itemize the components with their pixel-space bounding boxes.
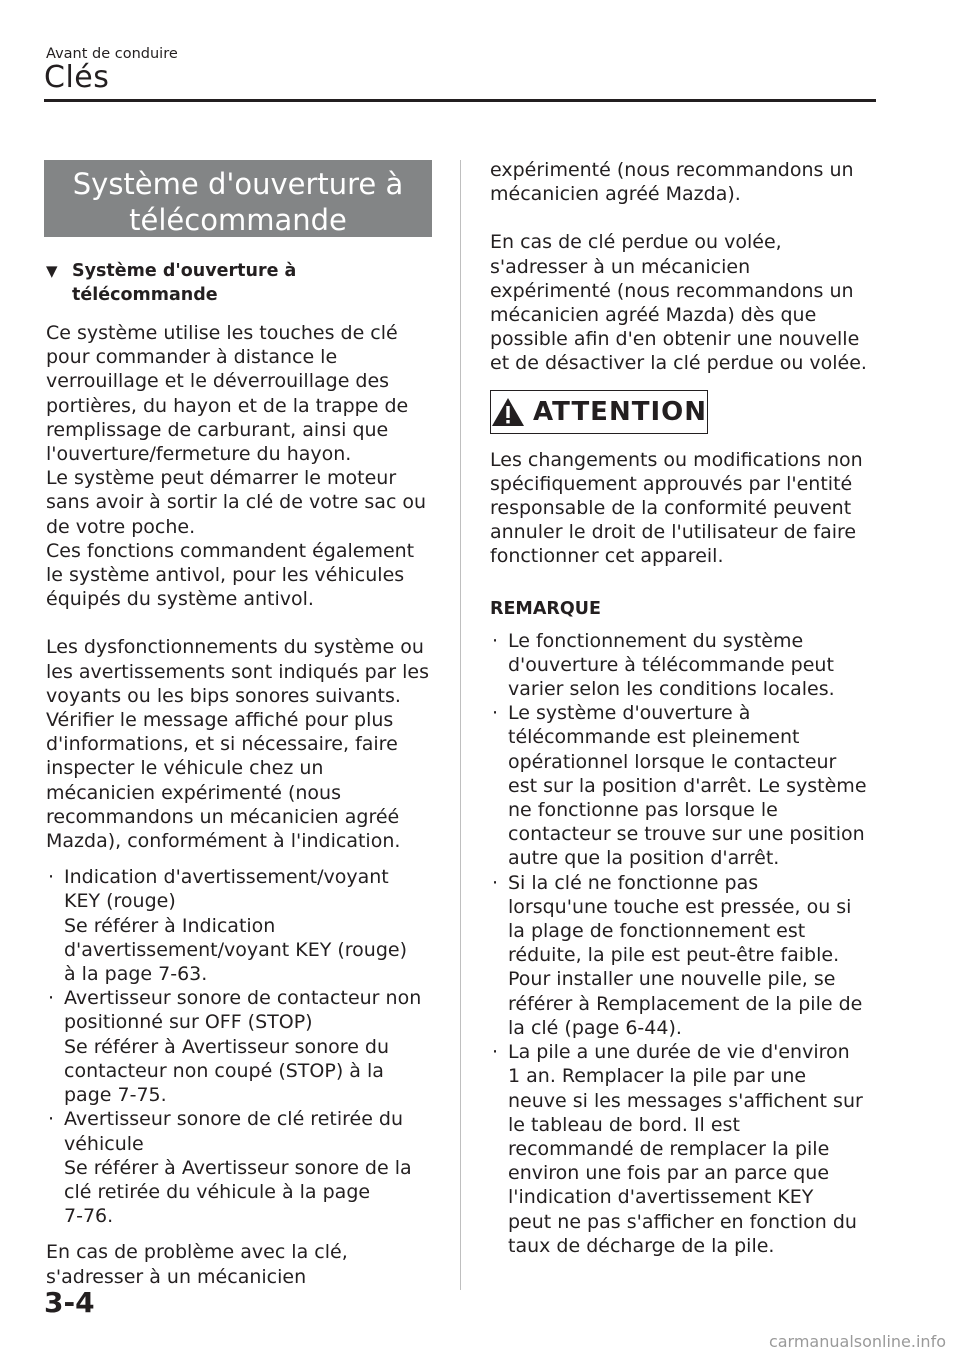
text-line: Pour installer une nouvelle pile, se	[508, 968, 836, 991]
text-line: équipés du système antivol.	[46, 588, 314, 611]
text-line: le tableau de bord. Il est	[508, 1113, 740, 1136]
bullet-dot-icon: ·	[492, 702, 499, 725]
text-line: est sur la position d'arrêt. Le système	[508, 774, 867, 797]
text-line: Vérifier le message affiché pour plus	[46, 709, 394, 732]
text-line: Ces fonctions commandent également	[46, 539, 415, 562]
remarque-list	[490, 629, 880, 1258]
text-line: Se référer à Avertisseur sonore de la	[64, 1156, 412, 1179]
bullet-dot-icon: ·	[48, 987, 55, 1010]
text-line: référer à Remplacement de la pile de	[508, 992, 863, 1015]
list-item	[46, 1107, 434, 1228]
section-banner: Système d'ouverture à télécommande	[44, 160, 432, 237]
list-item	[490, 871, 880, 1040]
subheading-text: Système d'ouverture à télécommande	[72, 261, 297, 305]
text-line: 7-76.	[64, 1205, 114, 1228]
list-item	[46, 986, 434, 1107]
warning-triangle-icon	[491, 397, 525, 427]
text-line: le système antivol, pour les véhicules	[46, 564, 405, 587]
text-line: voyants ou les bips sonores suivants.	[46, 684, 401, 707]
text-line: Avertisseur sonore de contacteur non	[64, 987, 422, 1010]
page-title: Clés	[44, 60, 110, 95]
text-line: mécanicien agréé Mazda).	[490, 183, 741, 206]
lost-key-paragraph-start	[46, 1240, 434, 1288]
text-line: télécommande est pleinement	[508, 726, 800, 749]
text-line: remplissage de carburant, ainsi que	[46, 418, 389, 441]
text-line: Mazda), conformément à l'indication.	[46, 830, 401, 853]
text-line: 1 an. Remplacer la pile par une	[508, 1065, 807, 1088]
column-divider	[460, 160, 461, 1290]
warning-list	[46, 865, 434, 1228]
text-line: Le système peut démarrer le moteur	[46, 467, 397, 490]
bullet-dot-icon: ·	[492, 1041, 499, 1064]
text-line: environ une fois par an parce que	[508, 1162, 830, 1185]
list-item	[490, 701, 880, 870]
list-item	[490, 629, 880, 702]
text-line: d'avertissement/voyant KEY (rouge)	[64, 938, 408, 961]
text-line: portières, du hayon et de la trappe de	[46, 394, 409, 417]
text-line: la clé (page 6-44).	[508, 1016, 682, 1039]
text-line: les avertissements sont indiqués par les	[46, 660, 430, 683]
text-line: opérationnel lorsque le contacteur	[508, 750, 837, 773]
text-line: page 7-75.	[64, 1084, 167, 1107]
bullet-dot-icon: ·	[492, 629, 499, 652]
text-line: recommandé de remplacer la pile	[508, 1137, 830, 1160]
text-line: Le système d'ouverture à	[508, 702, 751, 725]
bullet-dot-icon: ·	[48, 1108, 55, 1131]
text-line: sans avoir à sortir la clé de votre sac ou	[46, 491, 427, 514]
text-line: expérimenté (nous recommandons un	[490, 279, 854, 302]
text-line: Avertisseur sonore de clé retirée du	[64, 1108, 404, 1131]
text-line: taux de décharge de la pile.	[508, 1234, 775, 1257]
running-header-section: Avant de conduire	[46, 46, 178, 62]
text-line: fonctionner cet appareil.	[490, 545, 724, 568]
text-line: Les changements ou modifications non	[490, 448, 863, 471]
text-line: neuve si les messages s'affichent sur	[508, 1089, 863, 1112]
text-line: contacteur se trouve sur une position	[508, 823, 865, 846]
text-line: responsable de la conformité peuvent	[490, 497, 852, 520]
text-line: s'adresser à un mécanicien	[490, 255, 751, 278]
text-line: Indication d'avertissement/voyant	[64, 866, 389, 889]
text-line: contacteur non coupé (STOP) à la	[64, 1059, 384, 1082]
triangle-down-icon: ▼	[46, 262, 58, 280]
text-line: En cas de clé perdue ou volée,	[490, 231, 782, 254]
text-line: peut ne pas s'afficher en fonction du	[508, 1210, 857, 1233]
bullet-dot-icon: ·	[48, 866, 55, 889]
text-line: expérimenté (nous recommandons un	[490, 159, 854, 181]
remarque-heading: REMARQUE	[490, 598, 601, 619]
text-line: recommandons un mécanicien agréé	[46, 805, 400, 828]
text-line: s'adresser à un mécanicien	[46, 1265, 307, 1288]
header-rule	[44, 99, 876, 102]
text-line: à la page 7-63.	[64, 963, 208, 986]
text-line: Le fonctionnement du système	[508, 629, 804, 652]
left-column	[46, 160, 434, 1289]
text-line: KEY (rouge)	[64, 890, 176, 913]
text-line: clé retirée du véhicule à la page	[64, 1180, 371, 1203]
text-line: mécanicien expérimenté (nous	[46, 781, 341, 804]
text-line: possible afin d'en obtenir une nouvelle	[490, 328, 860, 351]
list-item	[490, 1040, 880, 1258]
watermark: carmanualsonline.info	[768, 1332, 946, 1351]
text-line: Se référer à Indication	[64, 914, 276, 937]
subheading	[46, 259, 434, 307]
text-line: mécanicien agréé Mazda) dès que	[490, 304, 817, 327]
text-line: de votre poche.	[46, 515, 196, 538]
text-line: Les dysfonctionnements du système ou	[46, 636, 424, 659]
page-number: 3-4	[44, 1286, 95, 1319]
text-line: lorsqu'une touche est pressée, ou si	[508, 895, 852, 918]
list-item	[46, 865, 434, 986]
text-line: Se référer à Avertisseur sonore du	[64, 1035, 390, 1058]
text-line: l'ouverture/fermeture du hayon.	[46, 443, 352, 466]
text-line: d'ouverture à télécommande peut	[508, 653, 834, 676]
text-line: la plage de fonctionnement est	[508, 920, 806, 943]
text-line: d'informations, et si nécessaire, faire	[46, 733, 398, 756]
text-line: varier selon les conditions locales.	[508, 678, 835, 701]
right-column	[490, 158, 880, 1258]
attention-text	[490, 448, 880, 569]
bullet-dot-icon: ·	[492, 871, 499, 894]
text-line: réduite, la pile est peut-être faible.	[508, 944, 840, 967]
text-line: En cas de problème avec la clé,	[46, 1241, 348, 1264]
attention-label: ATTENTION	[533, 396, 707, 427]
text-line: et de désactiver la clé perdue ou volée.	[490, 352, 867, 375]
malfunction-paragraph	[46, 635, 434, 853]
text-line: ne fonctionne pas lorsque le	[508, 799, 778, 822]
text-line: Ce système utilise les touches de clé	[46, 322, 398, 344]
text-line: véhicule	[64, 1132, 144, 1155]
text-line: l'indication d'avertissement KEY	[508, 1186, 814, 1209]
text-line: La pile a une durée de vie d'environ	[508, 1041, 850, 1064]
attention-box	[490, 390, 708, 434]
text-line: annuler le droit de l'utilisateur de faire	[490, 521, 857, 544]
text-line: inspecter le véhicule chez un	[46, 757, 324, 780]
text-line: positionné sur OFF (STOP)	[64, 1011, 313, 1034]
text-line: Si la clé ne fonctionne pas	[508, 871, 759, 894]
continued-paragraph	[490, 158, 880, 206]
intro-paragraph	[46, 321, 434, 611]
text-line: autre que la position d'arrêt.	[508, 847, 780, 870]
text-line: verrouillage et le déverrouillage des	[46, 370, 390, 393]
text-line: pour commander à distance le	[46, 346, 338, 369]
text-line: spécifiquement approuvés par l'entité	[490, 472, 853, 495]
lost-key-paragraph	[490, 230, 880, 375]
